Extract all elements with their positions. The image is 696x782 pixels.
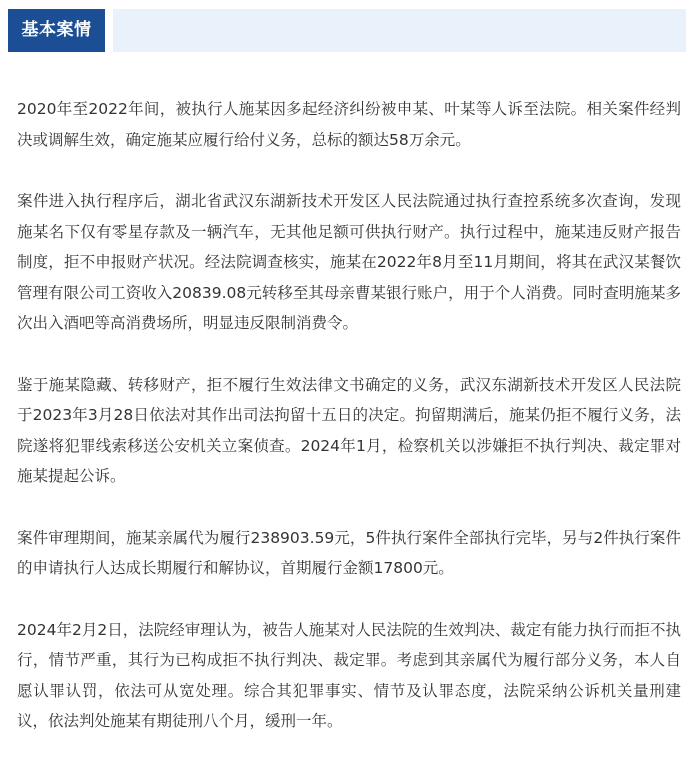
article-body — [17, 94, 681, 768]
paragraph-background: 2020年至2022年间，被执行人施某因多起经济纠纷被申某、叶某等人诉至法院。相关案件经判决或调解生效，确定施某应履行给付义务，总标的额达58万余元。 — [17, 100, 681, 149]
section-header — [8, 9, 686, 52]
section-title: 基本案情 — [8, 9, 105, 52]
paragraph-verdict: 2024年2月2日，法院经审理认为，被告人施某对人民法院的生效判决、裁定有能力执行而拒不执行，情节严重，其行为已构成拒不执行判决、裁定罪。考虑到其亲属代为履行部分义务，本人自愿认罪认罚，依法可从宽处理。综合其犯罪事实、情节及认罪态度，法院采纳公诉机关量刑建议，依法判处施某有期徒刑八个月，缓刑一年。 — [17, 620, 681, 730]
section-title-divider — [105, 9, 113, 52]
paragraph-execution: 案件进入执行程序后，湖北省武汉东湖新技术开发区人民法院通过执行查控系统多次查询，发现施某名下仅有零星存款及一辆汽车，无其他足额可供执行财产。执行过程中，施某违反财产报告制度，拒不申报财产状况。经法院调查核实，施某在2022年8月至11月期间，将其在武汉某餐饮管理有限公司工资收入20839.08元转移至其母亲曹某银行账户，用于个人消费。同时查明施某多次出入酒吧等高消费场所，明显违反限制消费令。 — [17, 192, 681, 332]
paragraph-detention: 鉴于施某隐藏、转移财产，拒不履行生效法律文书确定的义务，武汉东湖新技术开发区人民法院于2023年3月28日依法对其作出司法拘留十五日的决定。拘留期满后，施某仍拒不履行义务，法院遂将犯罪线索移送公安机关立案侦查。2024年1月，检察机关以涉嫌拒不执行判决、裁定罪对施某提起公诉。 — [17, 375, 681, 485]
paragraph-trial: 案件审理期间，施某亲属代为履行238903.59元，5件执行案件全部执行完毕，另与2件执行案件的申请执行人达成长期履行和解协议，首期履行金额17800元。 — [17, 528, 681, 577]
